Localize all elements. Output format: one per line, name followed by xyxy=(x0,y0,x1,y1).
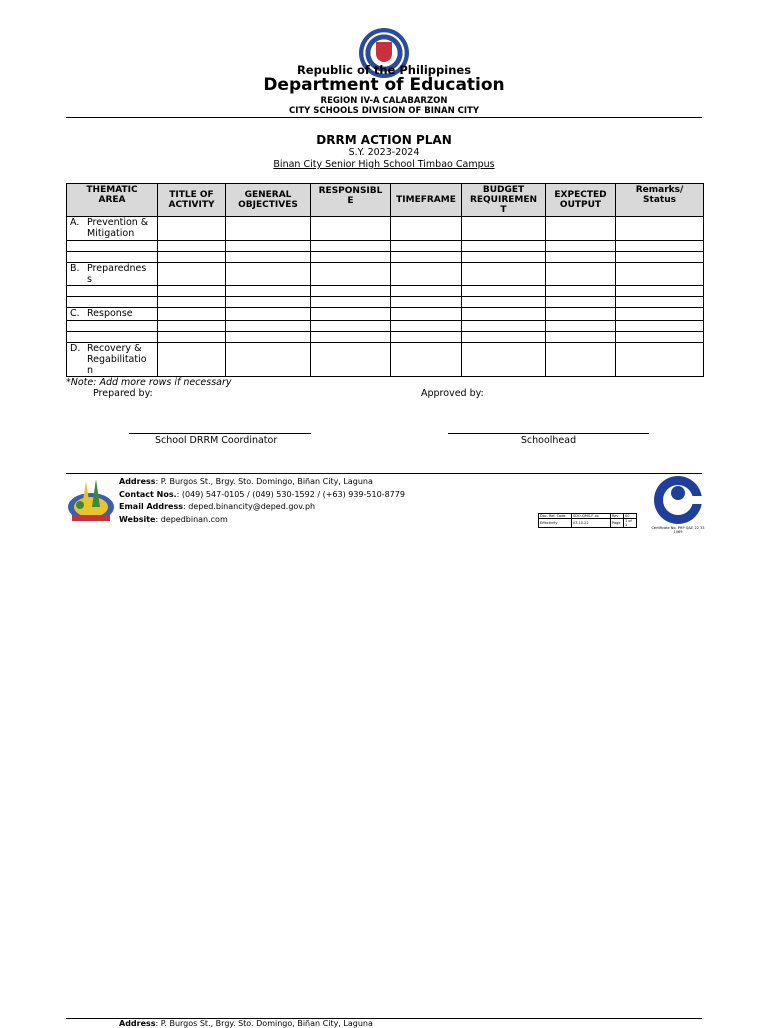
table-cell[interactable] xyxy=(462,321,546,332)
area-letter: B. xyxy=(70,263,80,274)
area-label: Prevention & Mitigation xyxy=(87,217,149,239)
department-title: Department of Education xyxy=(263,75,505,95)
school-name: Binan City Senior High School Timbao Campus xyxy=(273,159,495,170)
table-row xyxy=(67,241,704,252)
table-cell[interactable] xyxy=(391,297,462,308)
area-label: Recovery & Regabilitatio n xyxy=(87,343,147,376)
iso-certificate-number: Certificate No. PHP Q&E 22 33 1069 xyxy=(651,526,705,534)
table-cell[interactable] xyxy=(546,343,616,377)
table-cell[interactable] xyxy=(311,286,391,297)
table-cell[interactable] xyxy=(546,286,616,297)
prepared-role: School DRRM Coordinator xyxy=(155,435,278,446)
table-cell[interactable] xyxy=(391,286,462,297)
table-cell[interactable] xyxy=(391,343,462,377)
table-cell[interactable] xyxy=(226,252,311,263)
table-row xyxy=(67,217,704,241)
table-row xyxy=(67,263,704,286)
page-label: Page xyxy=(611,519,624,528)
col-budget-requirement: BUDGET REQUIREMEN T xyxy=(462,184,546,217)
table-cell[interactable] xyxy=(158,297,226,308)
table-note: *Note: Add more rows if necessary xyxy=(66,377,232,388)
area-cell xyxy=(67,263,158,286)
table-cell[interactable] xyxy=(616,252,704,263)
table-cell[interactable] xyxy=(226,343,311,377)
website-value: : depedbinan.com xyxy=(155,514,228,524)
table-cell[interactable] xyxy=(616,321,704,332)
area-letter: D. xyxy=(70,343,81,354)
table-header-row xyxy=(67,184,704,217)
table-cell[interactable] xyxy=(158,321,226,332)
col-general-objectives: GENERAL OBJECTIVES xyxy=(226,184,311,217)
approved-signature-line xyxy=(448,433,649,434)
table-cell[interactable] xyxy=(462,297,546,308)
table-cell[interactable] xyxy=(462,217,546,241)
table-cell[interactable] xyxy=(546,263,616,286)
area-cell xyxy=(67,343,158,377)
table-cell[interactable] xyxy=(391,217,462,241)
republic-line: Republic of the Philippines xyxy=(296,63,472,77)
email-label: Email Address xyxy=(119,502,184,511)
area-cell xyxy=(67,308,158,321)
table-cell[interactable] xyxy=(158,217,226,241)
col-expected-output: EXPECTED OUTPUT xyxy=(546,184,616,217)
table-row xyxy=(67,321,704,332)
table-cell[interactable] xyxy=(311,332,391,343)
table-cell[interactable] xyxy=(391,241,462,252)
table-cell[interactable] xyxy=(311,321,391,332)
table-cell[interactable] xyxy=(158,308,226,321)
next-address-label: Address xyxy=(119,1019,156,1028)
table-cell[interactable] xyxy=(546,241,616,252)
table-cell[interactable] xyxy=(311,343,391,377)
rev-value: 00 xyxy=(624,514,637,519)
table-cell[interactable] xyxy=(391,308,462,321)
table-cell[interactable] xyxy=(391,321,462,332)
document-control-table xyxy=(538,513,637,528)
table-cell[interactable] xyxy=(546,217,616,241)
doc-code-value: SDO-QMS-F-xx xyxy=(572,514,611,519)
table-cell[interactable] xyxy=(311,297,391,308)
table-row xyxy=(67,308,704,321)
table-cell[interactable] xyxy=(391,252,462,263)
table-cell[interactable] xyxy=(226,286,311,297)
table-cell[interactable] xyxy=(546,252,616,263)
table-cell[interactable] xyxy=(311,263,391,286)
table-cell[interactable] xyxy=(546,332,616,343)
table-cell[interactable] xyxy=(616,263,704,286)
table-cell[interactable] xyxy=(546,321,616,332)
plan-title: DRRM ACTION PLAN xyxy=(316,133,452,147)
table-cell[interactable] xyxy=(311,308,391,321)
table-cell[interactable] xyxy=(226,297,311,308)
address-label: Address xyxy=(119,477,156,486)
col-thematic-area: THEMATIC AREA xyxy=(67,184,158,217)
table-cell[interactable] xyxy=(546,297,616,308)
table-cell[interactable] xyxy=(311,217,391,241)
table-cell[interactable] xyxy=(158,263,226,286)
seal-shield-icon xyxy=(376,42,392,62)
approved-by-label: Approved by: xyxy=(421,388,484,399)
col-responsible: RESPONSIBL E xyxy=(311,184,391,217)
table-cell[interactable] xyxy=(158,286,226,297)
table-cell[interactable] xyxy=(616,286,704,297)
table-row xyxy=(67,286,704,297)
rev-label: Rev xyxy=(611,514,624,519)
prepared-signature-line xyxy=(129,433,311,434)
page-value: 1 of 1 xyxy=(624,519,637,528)
area-letter: A. xyxy=(70,217,80,228)
col-title-of-activity: TITLE OF ACTIVITY xyxy=(158,184,226,217)
table-cell[interactable] xyxy=(462,332,546,343)
contact-label: Contact Nos. xyxy=(119,489,177,499)
table-row xyxy=(67,332,704,343)
table-cell[interactable] xyxy=(391,263,462,286)
footer-divider xyxy=(66,473,702,474)
action-plan-table xyxy=(66,183,704,377)
table-cell[interactable] xyxy=(158,241,226,252)
table-cell[interactable] xyxy=(226,263,311,286)
table-cell[interactable] xyxy=(462,343,546,377)
table-cell[interactable] xyxy=(226,308,311,321)
table-cell[interactable] xyxy=(226,321,311,332)
col-timeframe: TIMEFRAME xyxy=(391,184,462,217)
table-cell[interactable] xyxy=(462,286,546,297)
footer-contact-info xyxy=(119,476,405,526)
area-label: Preparednes s xyxy=(87,263,147,285)
table-cell[interactable] xyxy=(311,252,391,263)
area-letter: C. xyxy=(70,308,80,319)
table-cell[interactable] xyxy=(311,241,391,252)
effectivity-value: 03.10.22 xyxy=(572,519,611,528)
table-cell[interactable] xyxy=(158,332,226,343)
division-line: CITY SCHOOLS DIVISION OF BINAN CITY xyxy=(288,106,480,116)
website-label: Website xyxy=(119,514,156,524)
table-row xyxy=(67,297,704,308)
col-remarks-status: Remarks/ Status xyxy=(616,184,704,217)
table-cell[interactable] xyxy=(616,308,704,321)
table-cell[interactable] xyxy=(616,343,704,377)
area-cell xyxy=(67,217,158,241)
email-value: : deped.binancity@deped.gov.ph xyxy=(183,502,316,511)
school-name-wrap xyxy=(0,159,768,170)
table-cell[interactable] xyxy=(462,308,546,321)
doc-code-label: Doc. Ref. Code xyxy=(539,514,572,519)
header-divider xyxy=(66,117,702,118)
school-year: S.Y. 2023-2024 xyxy=(348,147,420,158)
table-cell[interactable] xyxy=(391,332,462,343)
division-logo-icon xyxy=(66,477,116,525)
next-address-value: : P. Burgos St., Brgy. Sto. Domingo, Biñan City, Laguna xyxy=(155,1019,373,1028)
table-row xyxy=(67,252,704,263)
effectivity-label: Effectivity xyxy=(539,519,572,528)
table-cell[interactable] xyxy=(226,217,311,241)
table-cell[interactable] xyxy=(616,241,704,252)
table-cell[interactable] xyxy=(462,252,546,263)
approved-role: Schoolhead xyxy=(520,435,577,446)
area-label: Response xyxy=(87,308,133,319)
iso-certification-icon xyxy=(653,475,703,525)
table-cell[interactable] xyxy=(462,241,546,252)
table-cell[interactable] xyxy=(616,217,704,241)
table-cell[interactable] xyxy=(462,263,546,286)
contact-value: : (049) 547-0105 / (049) 530-1592 / (+63) 939-510-8779 xyxy=(176,489,405,499)
table-cell[interactable] xyxy=(546,308,616,321)
prepared-by-label: Prepared by: xyxy=(93,388,153,399)
address-value: : P. Burgos St., Brgy. Sto. Domingo, Biñan City, Laguna xyxy=(155,477,373,486)
table-cell[interactable] xyxy=(158,252,226,263)
table-cell[interactable] xyxy=(226,332,311,343)
table-cell[interactable] xyxy=(616,332,704,343)
table-row xyxy=(67,343,704,377)
region-line: REGION IV-A CALABARZON xyxy=(320,96,448,106)
table-cell[interactable] xyxy=(158,343,226,377)
table-cell[interactable] xyxy=(226,241,311,252)
table-cell[interactable] xyxy=(616,297,704,308)
